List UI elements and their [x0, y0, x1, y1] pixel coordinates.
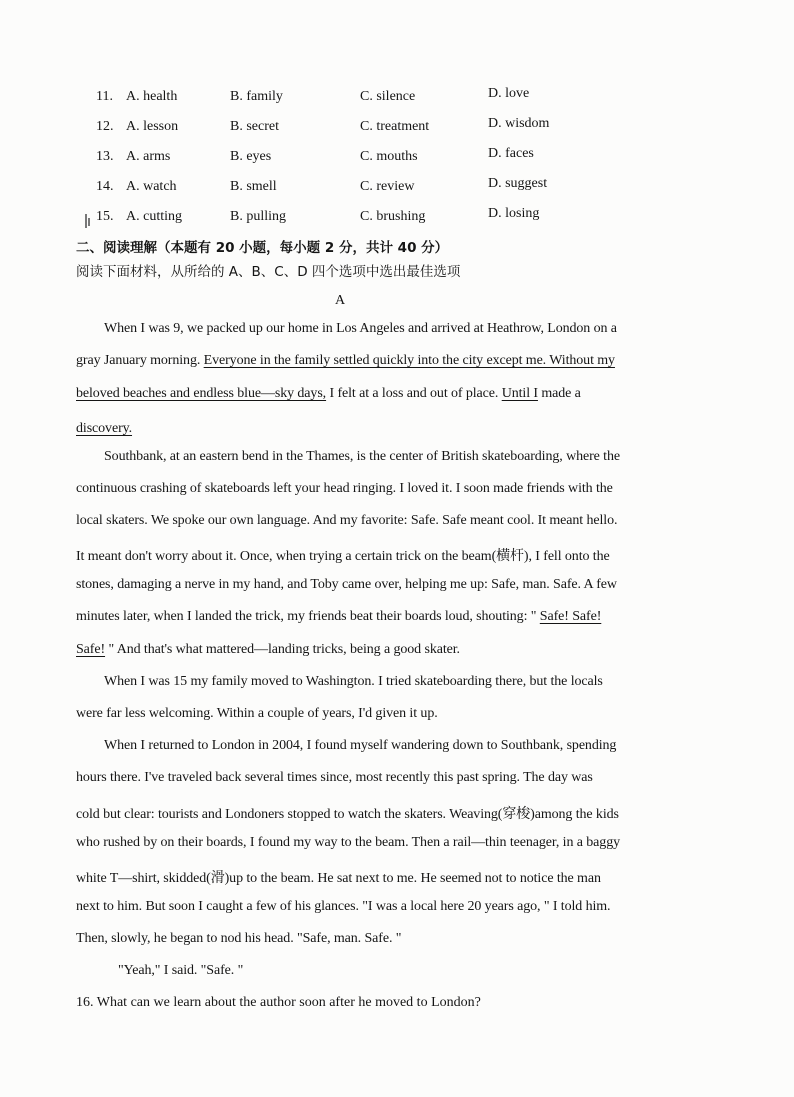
option-a: A. health [126, 89, 178, 104]
passage-label: A [334, 293, 346, 308]
passage-line: Southbank, at an eastern bend in the Thames, is the center of British skateboarding, where the [104, 449, 620, 464]
question-number: 14. [96, 179, 114, 194]
underlined-text: Safe! Safe! [539, 609, 602, 624]
option-row-13 [0, 146, 794, 173]
option-b: B. smell [230, 179, 277, 194]
underlined-text: Until I [501, 386, 538, 401]
option-row-12 [0, 116, 794, 143]
option-b: B. secret [230, 119, 279, 134]
section-heading: 二、阅读理解（本题有 20 小题，每小题 2 分，共计 40 分） [76, 240, 449, 256]
option-b: B. family [230, 89, 283, 104]
question-number: 11. [96, 89, 113, 104]
passage-line [76, 353, 615, 369]
passage-line [76, 642, 460, 658]
passage-line: continuous crashing of skateboards left your head ringing. I loved it. I soon made friends with the [76, 481, 613, 496]
option-c: C. mouths [360, 149, 418, 164]
option-d: D. wisdom [488, 116, 550, 131]
passage-line: next to him. But soon I caught a few of his glances. "I was a local here 20 years ago, " I told him. [76, 899, 611, 914]
option-c: C. brushing [360, 209, 426, 224]
passage-line: Then, slowly, he began to nod his head. "Safe, man. Safe. " [76, 931, 402, 946]
passage-line: When I was 9, we packed up our home in Los Angeles and arrived at Heathrow, London on a [104, 321, 617, 336]
option-row-11 [0, 86, 794, 113]
option-c: C. silence [360, 89, 416, 104]
option-row-15 [0, 206, 794, 233]
pen-mark-icon [84, 212, 92, 230]
underlined-text: discovery. [76, 421, 133, 436]
underlined-text: Safe! [76, 642, 106, 657]
option-a: A. watch [126, 179, 177, 194]
passage-text: made a [537, 386, 581, 401]
option-a: A. cutting [126, 209, 182, 224]
passage-line: were far less welcoming. Within a couple of years, I'd given it up. [76, 706, 438, 721]
underlined-text: beloved beaches and endless blue—sky days, [76, 386, 327, 401]
option-a: A. lesson [126, 119, 179, 134]
passage-line: "Yeah," I said. "Safe. " [118, 963, 244, 978]
passage-text: " And that's what mattered—landing tricks, being a good skater. [105, 642, 460, 657]
option-a: A. arms [126, 149, 171, 164]
section-instruction: 阅读下面材料，从所给的 A、B、C、D 四个选项中选出最佳选项 [76, 264, 461, 280]
question-number: 12. [96, 119, 114, 134]
passage-line: cold but clear: tourists and Londoners stopped to watch the skaters. Weaving(穿梭)among the kids [76, 807, 619, 822]
passage-line: white T—shirt, skidded(滑)up to the beam. He sat next to me. He seemed not to notice the man [76, 871, 601, 886]
option-b: B. eyes [230, 149, 272, 164]
question-number: 13. [96, 149, 114, 164]
option-b: B. pulling [230, 209, 287, 224]
passage-line [76, 609, 601, 625]
option-d: D. love [488, 86, 530, 101]
option-c: C. treatment [360, 119, 430, 134]
question-number: 15. [96, 209, 114, 224]
option-d: D. faces [488, 146, 534, 161]
passage-line: local skaters. We spoke our own language. And my favorite: Safe. Safe meant cool. It meant hello. [76, 513, 618, 528]
option-row-14 [0, 176, 794, 203]
passage-line: It meant don't worry about it. Once, when trying a certain trick on the beam(横杆), I fell onto the [76, 549, 610, 564]
underlined-text: Everyone in the family settled quickly into the city except me. Without my [203, 353, 615, 368]
question-16: 16. What can we learn about the author soon after he moved to London? [76, 995, 481, 1010]
passage-line: hours there. I've traveled back several times since, most recently this past spring. The day was [76, 770, 593, 785]
passage-text: gray January morning. [76, 353, 204, 368]
passage-text: minutes later, when I landed the trick, my friends beat their boards loud, shouting: " [76, 609, 540, 624]
passage-line: who rushed by on their boards, I found my way to the beam. Then a rail—thin teenager, in a baggy [76, 835, 620, 850]
passage-line [76, 386, 581, 402]
passage-text: I felt at a loss and out of place. [326, 386, 502, 401]
option-c: C. review [360, 179, 415, 194]
option-d: D. losing [488, 206, 540, 221]
passage-line: When I was 15 my family moved to Washington. I tried skateboarding there, but the locals [104, 674, 603, 689]
passage-line [76, 421, 132, 437]
passage-line: When I returned to London in 2004, I found myself wandering down to Southbank, spending [104, 738, 617, 753]
passage-line: stones, damaging a nerve in my hand, and Toby came over, helping me up: Safe, man. Safe. A few [76, 577, 617, 592]
option-d: D. suggest [488, 176, 548, 191]
